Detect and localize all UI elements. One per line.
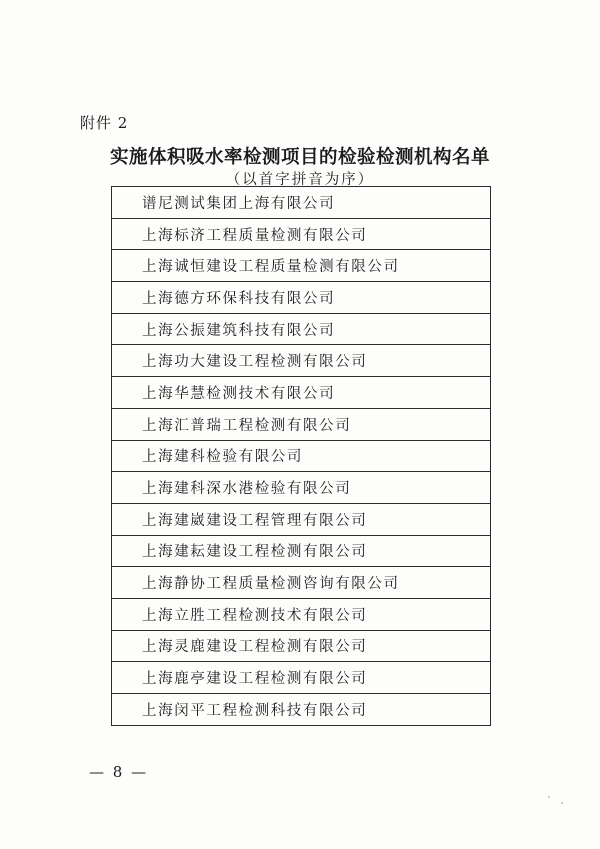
table-row bbox=[112, 313, 491, 345]
table-row bbox=[112, 567, 491, 599]
table-row bbox=[112, 282, 491, 314]
table-row bbox=[112, 250, 491, 282]
table-row bbox=[112, 503, 491, 535]
organization-table bbox=[111, 186, 491, 726]
table-row bbox=[112, 218, 491, 250]
table-row bbox=[112, 440, 491, 472]
organization-name: 上海静协工程质量检测咨询有限公司 bbox=[112, 567, 491, 599]
table-row bbox=[112, 408, 491, 440]
table-row bbox=[112, 187, 491, 219]
organization-name: 上海立胜工程检测技术有限公司 bbox=[112, 598, 491, 630]
table-row bbox=[112, 598, 491, 630]
document-title: 实施体积吸水率检测项目的检验检测机构名单 bbox=[109, 147, 490, 168]
table-row bbox=[112, 694, 491, 726]
organization-name: 上海建科检验有限公司 bbox=[112, 440, 491, 472]
organization-name: 上海建崴建设工程管理有限公司 bbox=[112, 503, 491, 535]
table-row bbox=[112, 535, 491, 567]
page-number: — 8 — bbox=[89, 763, 149, 781]
organization-name: 上海功大建设工程检测有限公司 bbox=[112, 345, 491, 377]
organization-name: 上海华慧检测技术有限公司 bbox=[112, 377, 491, 409]
attachment-label: 附件 2 bbox=[80, 114, 129, 132]
organization-name: 上海德方环保科技有限公司 bbox=[112, 282, 491, 314]
table-row bbox=[112, 377, 491, 409]
organization-name: 上海标济工程质量检测有限公司 bbox=[112, 218, 491, 250]
organization-name: 上海汇普瑞工程检测有限公司 bbox=[112, 408, 491, 440]
organization-name: 谱尼测试集团上海有限公司 bbox=[112, 187, 491, 219]
document-subtitle: （以首字拼音为序） bbox=[225, 172, 375, 188]
table-row bbox=[112, 630, 491, 662]
table-row bbox=[112, 662, 491, 694]
table-row bbox=[112, 345, 491, 377]
organization-name: 上海鹿亭建设工程检测有限公司 bbox=[112, 662, 491, 694]
scan-speck bbox=[561, 802, 563, 804]
organization-name: 上海建科深水港检验有限公司 bbox=[112, 472, 491, 504]
organization-name: 上海诚恒建设工程质量检测有限公司 bbox=[112, 250, 491, 282]
organization-name: 上海公振建筑科技有限公司 bbox=[112, 313, 491, 345]
organization-name: 上海闵平工程检测科技有限公司 bbox=[112, 694, 491, 726]
table-row bbox=[112, 472, 491, 504]
organization-name: 上海灵鹿建设工程检测有限公司 bbox=[112, 630, 491, 662]
scan-speck bbox=[548, 796, 550, 798]
organization-name: 上海建耘建设工程检测有限公司 bbox=[112, 535, 491, 567]
